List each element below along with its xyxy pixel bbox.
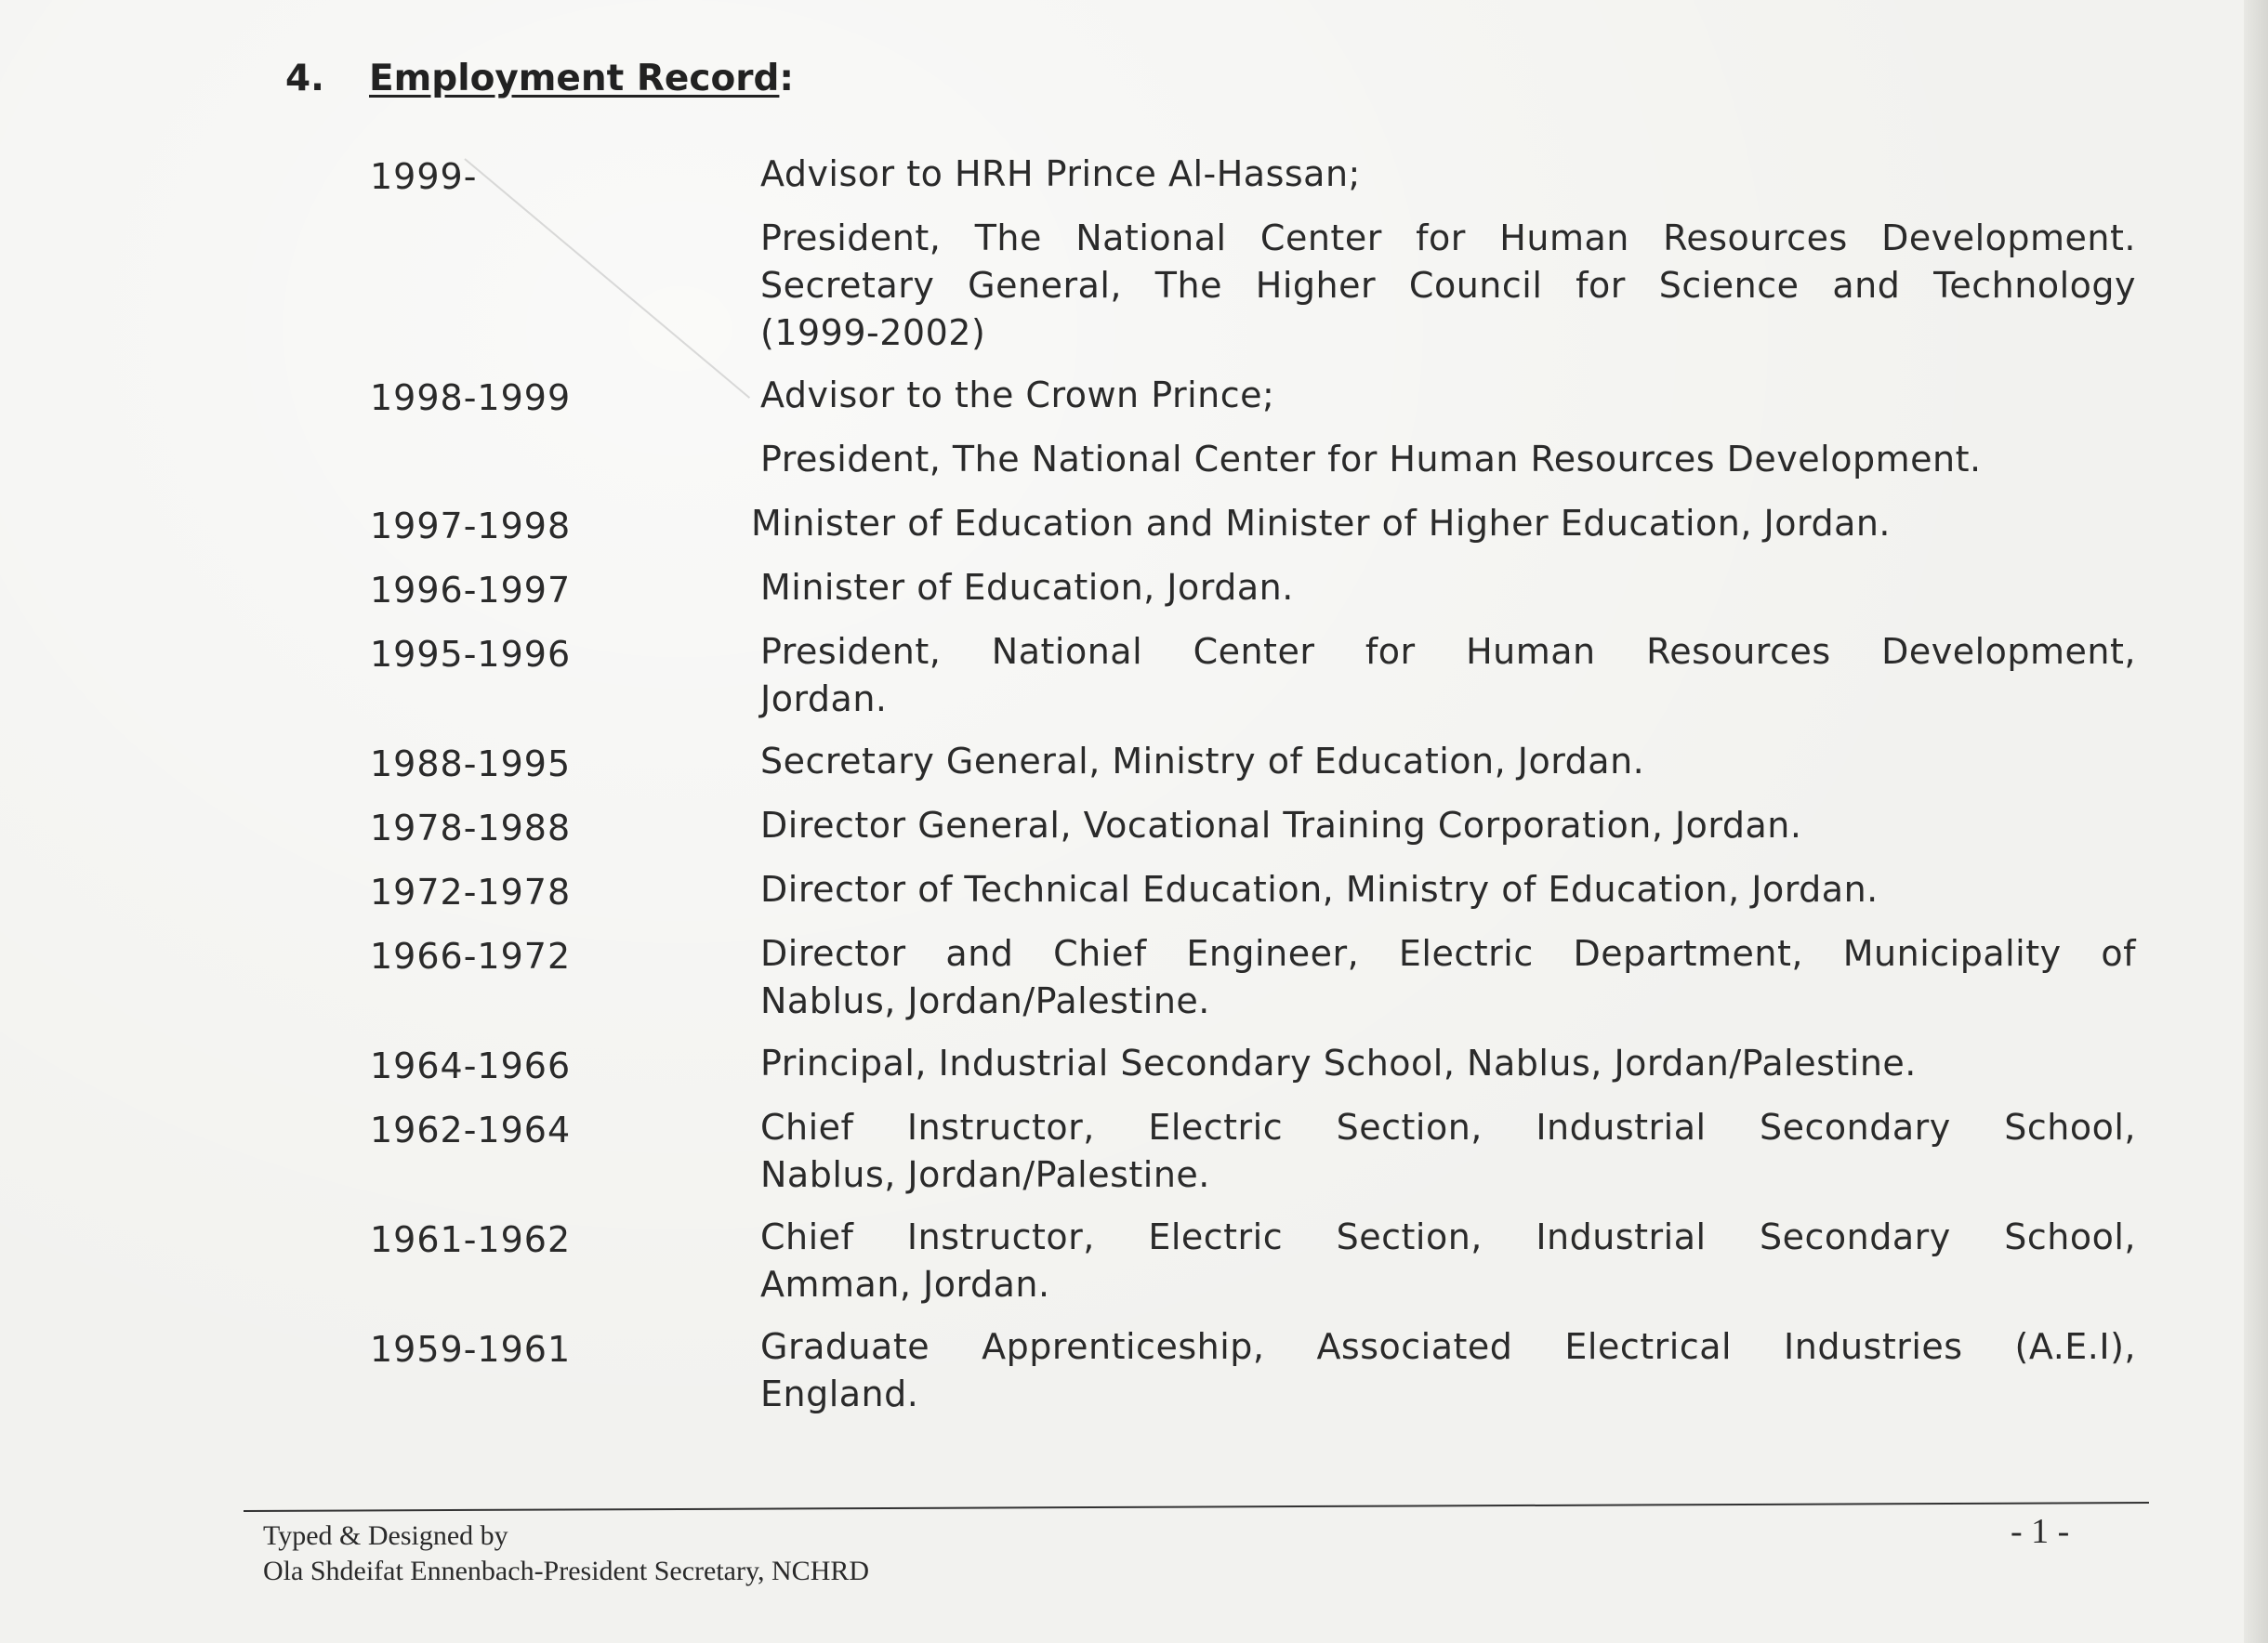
footer-credit (263, 1518, 869, 1589)
record-description-line: Director and Chief Engineer, Electric Department, Municipality of (760, 933, 2136, 974)
record-description-line: Director of Technical Education, Ministry of Education, Jordan. (760, 869, 1879, 910)
record-years: 1988-1995 (370, 743, 572, 784)
record-description-line: Advisor to the Crown Prince; (760, 375, 1275, 415)
record-description (760, 930, 2136, 1025)
section-title: Employment Record (369, 58, 780, 99)
record-description (760, 738, 2136, 785)
record-description-line: (1999-2002) (760, 312, 986, 353)
record-years: 1959-1961 (370, 1329, 572, 1370)
record-description (760, 1214, 2136, 1308)
record-years: 1972-1978 (370, 872, 572, 913)
record-years: 1961-1962 (370, 1219, 572, 1260)
record-years: 1964-1966 (370, 1045, 572, 1086)
footer-rule (244, 1502, 2149, 1512)
record-years: 1996-1997 (370, 570, 572, 611)
footer-credit-line-2: Ola Shdeifat Ennenbach-President Secretary, NCHRD (263, 1556, 870, 1586)
record-years: 1999- (370, 156, 478, 197)
record-description (760, 564, 2136, 611)
record-description-line: President, The National Center for Human Resources Development. (760, 439, 1982, 480)
section-heading (285, 58, 794, 99)
record-description (760, 1040, 2136, 1087)
record-years: 1966-1972 (370, 936, 572, 977)
record-description-line: Advisor to HRH Prince Al-Hassan; (760, 153, 1361, 194)
record-years: 1995-1996 (370, 634, 572, 675)
record-description (760, 151, 2136, 198)
record-description-line: Chief Instructor, Electric Section, Industrial Secondary School, (760, 1216, 2136, 1257)
record-description-line: Minister of Education and Minister of Higher Education, Jordan. (751, 503, 1892, 544)
record-description (751, 500, 2127, 547)
record-description-line: President, The National Center for Human Resources Development. (760, 217, 2136, 258)
footer-credit-line-1: Typed & Designed by (263, 1520, 508, 1551)
record-description (760, 866, 2136, 914)
record-years: 1997-1998 (370, 506, 572, 546)
record-description-line: Minister of Education, Jordan. (760, 567, 1294, 608)
record-description (760, 436, 2136, 483)
section-number: 4. (285, 58, 324, 99)
record-description-line: Director General, Vocational Training Corporation, Jordan. (760, 805, 1802, 846)
record-description (760, 215, 2136, 357)
record-description (760, 1104, 2136, 1199)
record-description (760, 628, 2136, 723)
record-years: 1962-1964 (370, 1110, 572, 1150)
record-description-line: Nablus, Jordan/Palestine. (760, 1154, 1210, 1195)
record-description-line: President, National Center for Human Resources Development, (760, 631, 2136, 672)
page-number: - 1 - (2011, 1512, 2070, 1551)
paper-crease (464, 158, 750, 399)
record-description-line: England. (760, 1374, 919, 1414)
record-description (760, 1323, 2136, 1418)
record-description-line: Secretary General, Ministry of Education, Jordan. (760, 741, 1645, 782)
record-description (760, 372, 2136, 419)
record-years: 1998-1999 (370, 377, 572, 418)
record-description-line: Chief Instructor, Electric Section, Industrial Secondary School, (760, 1107, 2136, 1148)
record-description (760, 802, 2136, 849)
record-description-line: Jordan. (760, 678, 888, 719)
section-title-suffix: : (779, 58, 795, 99)
record-description-line: Graduate Apprenticeship, Associated Electrical Industries (A.E.I), (760, 1326, 2136, 1367)
page-edge-shadow (2244, 0, 2268, 1643)
record-description-line: Principal, Industrial Secondary School, Nablus, Jordan/Palestine. (760, 1043, 1917, 1084)
record-description-line: Amman, Jordan. (760, 1264, 1050, 1305)
record-description-line: Nablus, Jordan/Palestine. (760, 980, 1210, 1021)
record-description-line: Secretary General, The Higher Council for Science and Technology (760, 265, 2136, 306)
record-years: 1978-1988 (370, 808, 572, 848)
